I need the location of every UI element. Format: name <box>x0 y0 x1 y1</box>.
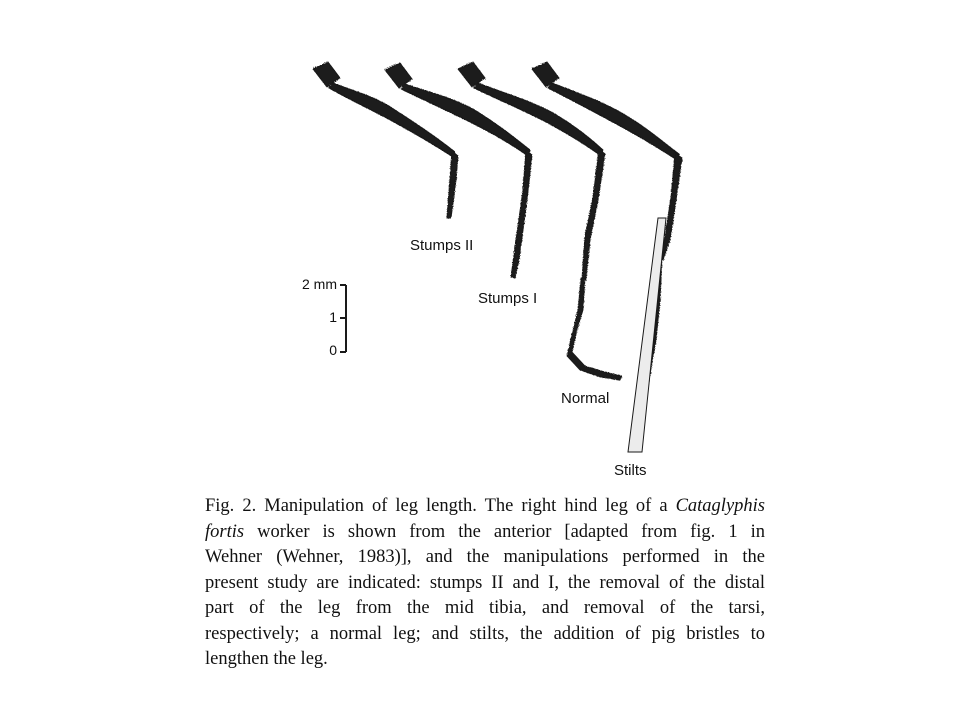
caption-line: Fig. 2. Manipulation of leg length. The right hind leg of a Cataglyphis <box>205 496 765 516</box>
caption-line: respectively; a normal leg; and stilts, the addition of pig bristles to <box>205 623 765 644</box>
caption-line: fortis worker is shown from the anterior [adapted from fig. 1 in <box>205 521 765 542</box>
scale-label-0: 0 <box>329 342 337 358</box>
caption-line: Wehner (Wehner, 1983)], and the manipulations performed in the <box>205 547 765 567</box>
figure-caption <box>205 494 765 673</box>
label-normal: Normal <box>561 390 610 407</box>
scale-label-2mm: 2 mm <box>302 276 337 292</box>
scale-label-1: 1 <box>329 309 337 325</box>
caption-line: lengthen the leg. <box>205 649 328 669</box>
label-stumps-i: Stumps I <box>478 290 538 307</box>
label-stilts: Stilts <box>614 462 647 479</box>
caption-line: part of the leg from the mid tibia, and removal of the tarsi, <box>205 598 765 618</box>
stilt-bristle <box>628 218 666 452</box>
label-stumps-ii: Stumps II <box>410 237 474 254</box>
leg-stumps-ii <box>313 62 458 218</box>
scale-bar <box>340 285 346 352</box>
caption-line: present study are indicated: stumps II and I, the removal of the distal <box>205 572 765 593</box>
